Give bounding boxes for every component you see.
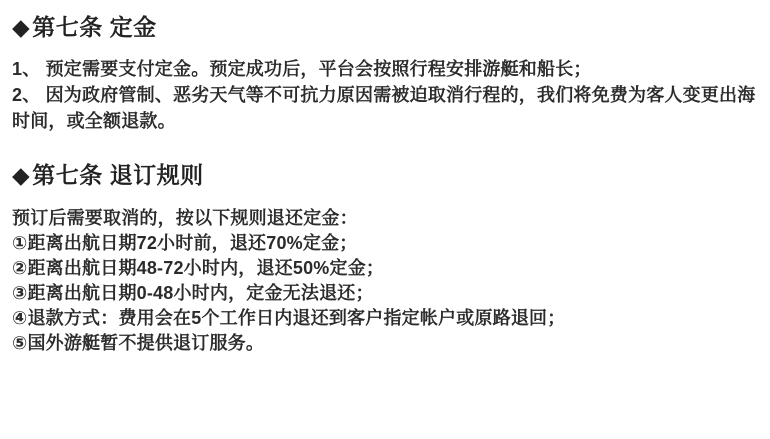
deposit-rule-2: 2、 因为政府管制、恶劣天气等不可抗力原因需被迫取消行程的，我们将免费为客人变更出海时间，或全额退款。 bbox=[12, 85, 756, 131]
refund-rule-4: ④退款方式：费用会在5个工作日内退还到客户指定帐户或原路退回； bbox=[12, 308, 566, 328]
deposit-rules-list bbox=[12, 56, 758, 134]
refund-heading-text: 第七条 退订规则 bbox=[32, 162, 204, 188]
diamond-icon: ◆ bbox=[12, 14, 31, 40]
deposit-section-heading bbox=[12, 12, 758, 42]
refund-rules-list bbox=[12, 206, 758, 356]
deposit-rule-1: 1、 预定需要支付定金。预定成功后，平台会按照行程安排游艇和船长； bbox=[12, 59, 592, 79]
refund-rule-3: ③距离出航日期0-48小时内，定金无法退还； bbox=[12, 283, 374, 303]
refund-rule-2: ②距离出航日期48-72小时内，退还50%定金； bbox=[12, 258, 385, 278]
refund-rules-intro: 预订后需要取消的，按以下规则退还定金： bbox=[12, 208, 358, 228]
refund-rule-5: ⑤国外游艇暂不提供退订服务。 bbox=[12, 333, 265, 353]
deposit-section bbox=[12, 12, 758, 134]
refund-section-heading bbox=[12, 160, 758, 190]
refund-policy-section bbox=[12, 160, 758, 356]
diamond-icon: ◆ bbox=[12, 162, 31, 188]
deposit-heading-text: 第七条 定金 bbox=[32, 14, 157, 40]
refund-rule-1: ①距离出航日期72小时前，退还70%定金； bbox=[12, 233, 358, 253]
